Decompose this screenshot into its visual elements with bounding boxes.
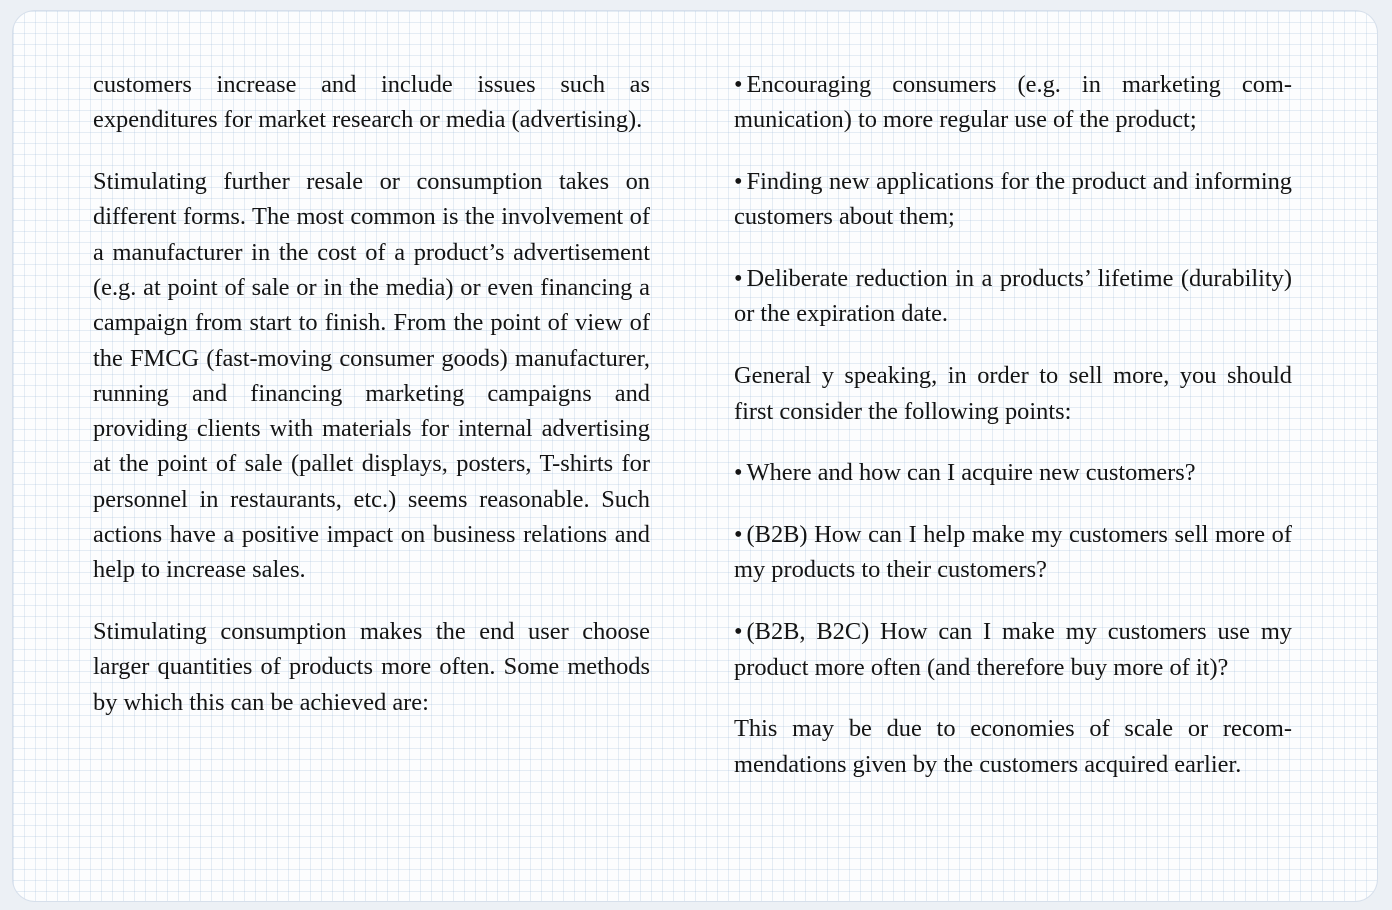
bullet-icon: • [734, 521, 743, 549]
bullet-text: Finding new applications for the product and informing customers about them; [734, 168, 1292, 231]
right-column [734, 67, 1292, 808]
bullet-text: Where and how can I acquire new customers? [746, 459, 1196, 487]
bullet-text: (B2B, B2C) How can I make my customers use my product more often (and therefore buy more of it)? [734, 618, 1292, 681]
paragraph-stimulating-resale: Stimulating further resale or consumption takes on different forms. The most common is the involvement of a manufacturer in the cost of a product’s advertisement (e.g. at point of sale or in the media) or even financing a campaign from start to finish. From the point of view of the FMCG (fast-moving consumer goods) manufacturer, running and financing marketing campaigns and providing clients with materials for internal advertising at the point of sale (pallet displays, posters, T-shirts for personnel in restaurants, etc.) seems reasonable. Such actions have a positive impact on business relations and help to increase sales. [93, 168, 650, 584]
bullet-item [734, 517, 1292, 588]
bullet-icon: • [734, 618, 743, 646]
bullet-icon: • [734, 168, 743, 196]
bullet-text: (B2B) How can I help make my customers sell more of my products to their customers? [734, 521, 1292, 584]
bullet-icon: • [734, 71, 743, 98]
paragraph-customers-increase: customers increase and include issues such as expenditures for market research or media (advertising). [93, 71, 650, 134]
left-column [93, 67, 650, 747]
paragraph-closing: This may be due to economies of scale or recommendations given by the customers acquired earlier. [734, 715, 1292, 778]
bullet-text: Deliberate reduction in a products’ lifetime (durability) or the expiration date. [734, 265, 1292, 328]
bullet-item [734, 261, 1292, 332]
paragraph-stimulating-consumption: Stimulating consumption makes the end user choose larger quantities of products more often. Some methods by which this can be achieved are: [93, 618, 650, 716]
document-page [13, 11, 1377, 901]
bullet-item [734, 614, 1292, 685]
paragraph-general-intro: General y speaking, in order to sell more, you should first consider the following points: [734, 362, 1292, 425]
bullet-item [734, 67, 1292, 138]
bullet-icon: • [734, 459, 743, 487]
bullet-item [734, 455, 1292, 490]
bullet-icon: • [734, 265, 743, 293]
bullet-text: Encouraging consumers (e.g. in marketing communication) to more regular use of the product; [734, 71, 1292, 134]
bullet-item [734, 164, 1292, 235]
